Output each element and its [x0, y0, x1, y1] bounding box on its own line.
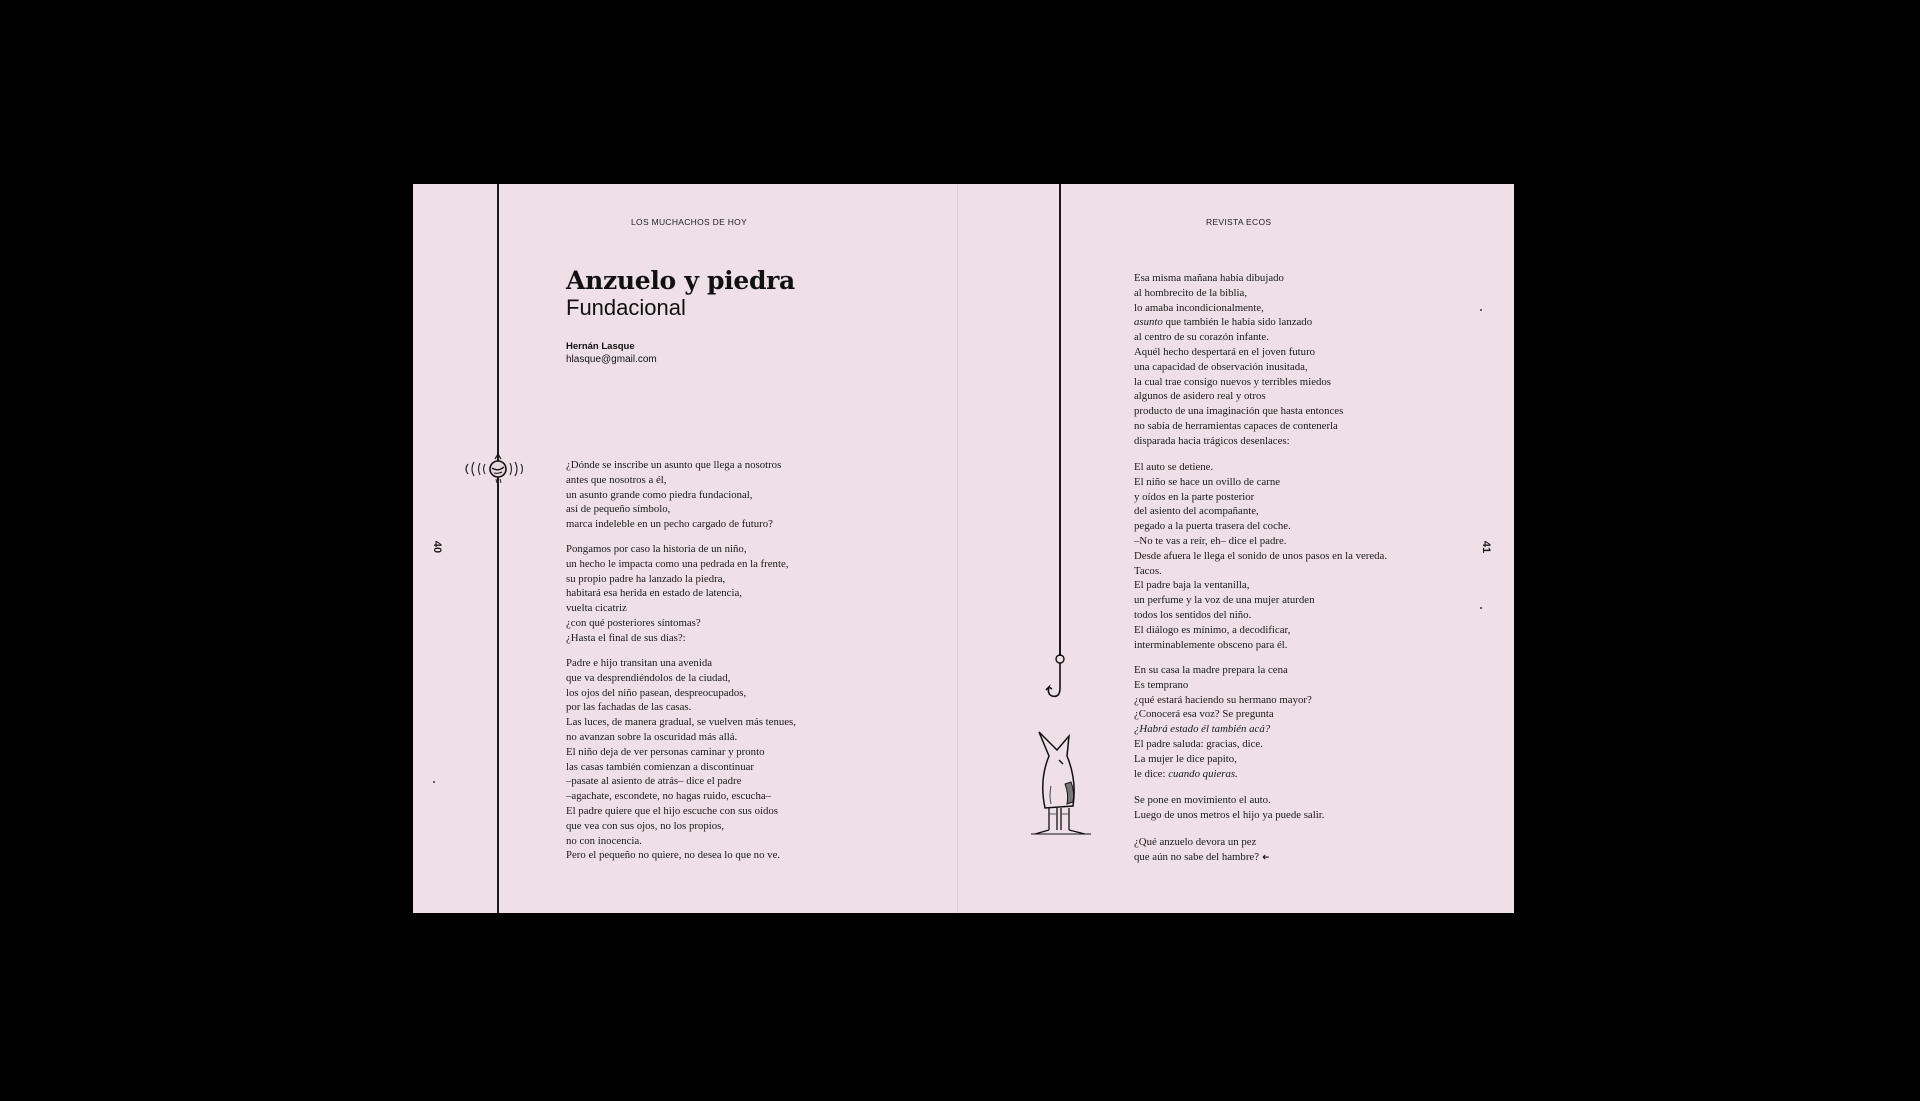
poem-stanza-1: ¿Dónde se inscribe un asunto que llega a nosotros antes que nosotros a él, un asunto grande como piedra fundacional, así de pequeño símbolo, marca indeleble en un pecho cargado de futuro? — [566, 459, 782, 531]
poem-stanza-8: ¿Qué anzuelo devora un pez que aún no sabe del hambre? ➜ — [1134, 835, 1269, 866]
fish-head-figure-illustration — [1025, 730, 1105, 850]
page-header-left: LOS MUCHACHOS DE HOY — [631, 217, 748, 227]
poem-stanza-7: Se pone en movimiento el auto. Luego de unos metros el hijo ya puede salir. — [1134, 794, 1325, 821]
author-name: Hernán Lasque — [566, 341, 635, 352]
poem-stanza-4: Esa misma mañana había dibujado al hombrecito de la biblia, lo amaba incondicionalmente, asunto que también le había sido lanzado al centro de su corazón infante. Aquél hecho despertará en el joven futuro una capacidad de observación inusitada, la cual trae consigo nuevos y terribles miedos algunos de asidero real y otros producto de una imaginación que hasta entonces no sabía de herramientas capaces de contenerla disparada hacia trágicos desenlaces: — [1134, 272, 1344, 447]
fishing-line-right — [1059, 184, 1061, 656]
page-header-right: REVISTA ECOS — [1206, 217, 1272, 227]
article-title: Anzuelo y piedra — [566, 266, 795, 295]
page-number-left: 40 — [431, 540, 444, 554]
paper-speck — [1480, 309, 1482, 311]
paper-speck — [433, 781, 435, 783]
fishing-line-left — [497, 184, 499, 913]
article-subtitle: Fundacional — [566, 295, 686, 320]
fish-hook-icon — [1043, 652, 1083, 712]
paper-speck — [1480, 607, 1482, 609]
poem-stanza-5: El auto se detiene. El niño se hace un ovillo de carne y oídos en la parte posterior del asiento del acompañante, pegado a la puerta trasera del coche. –No te vas a reír, eh– dice el padre. Desde afuera le llega el sonido de unos pasos en la vereda. Tacos. El padre baja la ventanilla, un perfume y la voz de una mujer aturden todos los sentidos del niño. El diálogo es mínimo, a decodificar, interminablemente obsceno para él. — [1134, 461, 1388, 651]
poem-stanza-6: En su casa la madre prepara la cena Es temprano ¿qué estará haciendo su hermano mayor? ¿Conocerá esa voz? Se pregunta ¿Habrá estado él también acá? El padre saluda: gracias, dice. La mujer le dice papito, le dice: cuando quieras. — [1134, 664, 1312, 780]
right-page — [959, 184, 1514, 913]
author-email: hlasque@gmail.com — [566, 354, 657, 365]
falling-stone-illustration — [448, 446, 548, 486]
end-arrow-icon: ➜ — [1261, 852, 1270, 863]
poem-stanza-3: Padre e hijo transitan una avenida que va desprendiéndolos de la ciudad, los ojos del niño pasean, despreocupados, por las fachadas de las casas. Las luces, de manera gradual, se vuelven más tenues, no avanzan sobre la oscuridad más allá. El niño deja de ver personas caminar y pronto las casas también comienzan a discontinuar –pasate al asiento de atrás– dice el padre –agachate, escondete, no hagas ruido, escucha– El padre quiere que el hijo escuche con sus oídos que vea con sus ojos, no los propios, no con inocencia. Pero el pequeño no quiere, no desea lo que no ve. — [566, 657, 796, 862]
poem-stanza-2: Pongamos por caso la historia de un niño, un hecho le impacta como una pedrada en la frente, su propio padre ha lanzado la piedra, habitará esa herida en estado de latencia, vuelta cicatriz ¿con qué posteriores síntomas? ¿Hasta el final de sus días?: — [566, 543, 789, 644]
page-number-right: 41 — [1480, 540, 1493, 554]
left-page — [413, 184, 959, 913]
